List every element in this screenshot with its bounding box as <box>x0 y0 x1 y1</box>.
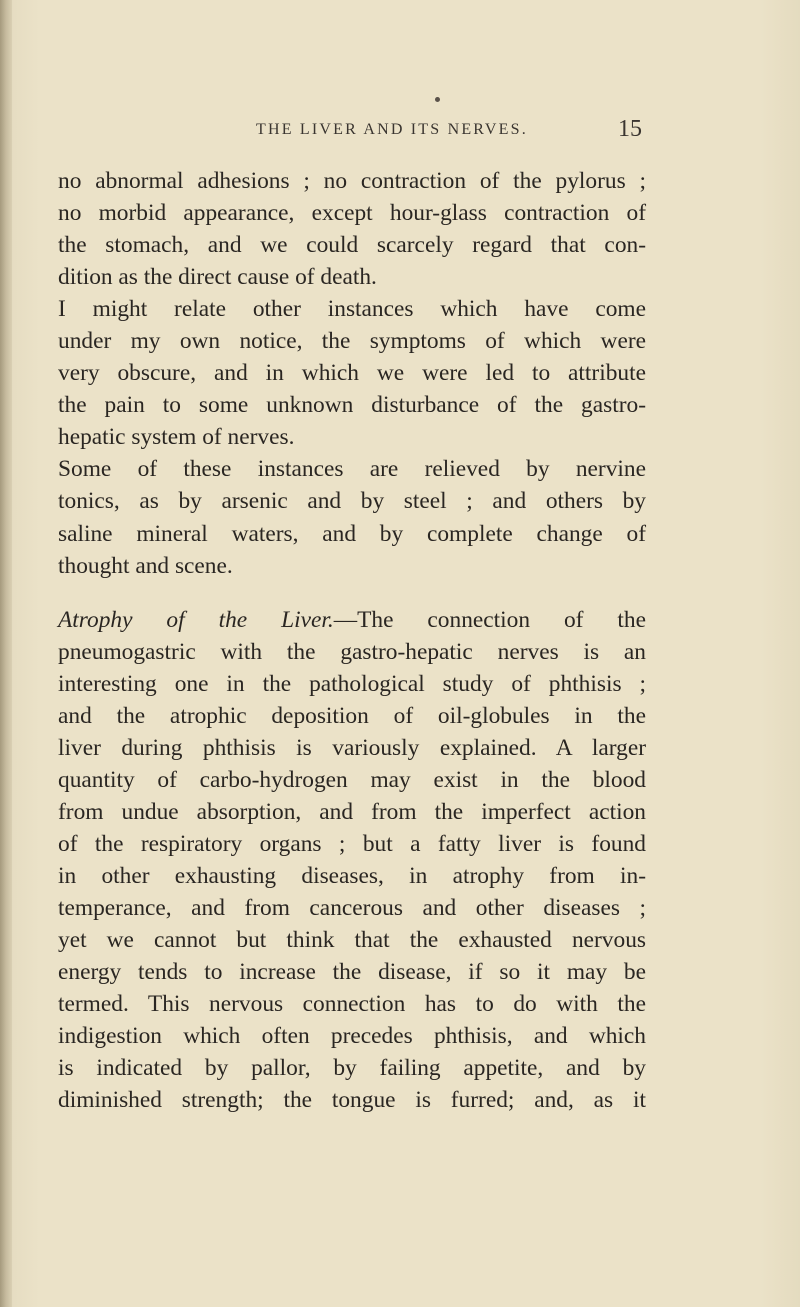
text-line: in other exhausting diseases, in atrophy from in- <box>58 862 646 889</box>
running-head <box>0 116 800 151</box>
text-line: no abnormal adhesions ; no contraction of the pylorus ; <box>58 168 646 194</box>
text-line: under my own notice, the symptoms of which were <box>58 328 646 355</box>
text-line: thought and scene. <box>58 552 233 579</box>
heading-line-rest: —The connection of the <box>333 606 646 633</box>
text-line: indigestion which often precedes phthisis, and which <box>58 1023 646 1050</box>
text-line: liver during phthisis is variously explained. A larger <box>58 734 646 761</box>
ornament-dot <box>435 97 440 102</box>
text-line: of the respiratory organs ; but a fatty liver is found <box>58 830 646 857</box>
text-line: quantity of carbo-hydrogen may exist in the blood <box>58 766 646 793</box>
text-line: dition as the direct cause of death. <box>58 264 377 291</box>
text-line: interesting one in the pathological study of phthisis ; <box>58 670 646 697</box>
text-line: Some of these instances are relieved by nervine <box>58 456 646 483</box>
text-line: diminished strength; the tongue is furred; and, as it <box>58 1087 646 1114</box>
text-line: yet we cannot but think that the exhausted nervous <box>58 927 646 954</box>
paragraph <box>58 293 646 453</box>
paragraph <box>58 604 646 1117</box>
text-line: energy tends to increase the disease, if so it may be <box>58 959 646 986</box>
text-line: the stomach, and we could scarcely regard that con- <box>58 232 646 259</box>
text-line: is indicated by pallor, by failing appetite, and by <box>58 1055 646 1082</box>
text-line: hepatic system of nerves. <box>58 424 295 451</box>
text-line: tonics, as by arsenic and by steel ; and others by <box>58 488 646 515</box>
text-line: saline mineral waters, and by complete change of <box>58 520 646 547</box>
running-title: THE LIVER AND ITS NERVES. <box>256 121 528 138</box>
text-line: the pain to some unknown disturbance of the gastro- <box>58 392 646 419</box>
text-line: termed. This nervous connection has to do with the <box>58 991 646 1018</box>
text-line <box>58 604 646 636</box>
text-line: very obscure, and in which we were led to attribute <box>58 360 646 387</box>
paragraph-gap <box>58 582 646 604</box>
page-number: 15 <box>618 116 642 142</box>
paragraph <box>58 165 646 293</box>
text-line: I might relate other instances which have come <box>58 296 646 323</box>
text-line: and the atrophic deposition of oil-globules in the <box>58 702 646 729</box>
text-line: from undue absorption, and from the imperfect action <box>58 798 646 825</box>
text-line: temperance, and from cancerous and other diseases ; <box>58 895 646 922</box>
body-text <box>58 165 646 1116</box>
text-line: pneumogastric with the gastro-hepatic nerves is an <box>58 638 646 665</box>
paragraph <box>58 453 646 581</box>
section-heading: Atrophy of the Liver. <box>58 606 334 633</box>
text-line: no morbid appearance, except hour-glass contraction of <box>58 200 646 227</box>
page-binding-edge <box>0 0 12 1307</box>
